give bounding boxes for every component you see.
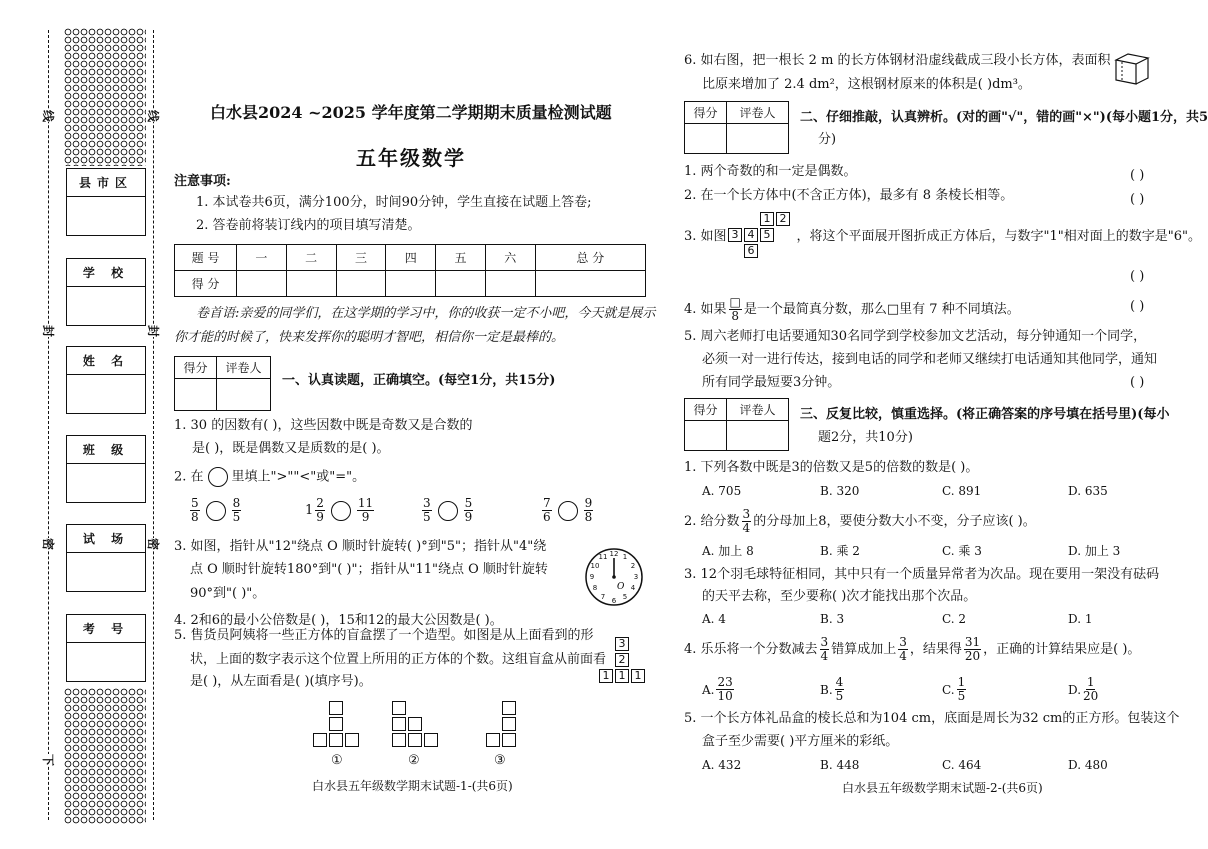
field-county[interactable]: 县市区 [66, 168, 146, 236]
compare-circle[interactable] [208, 467, 228, 487]
judge-5-b: 必须一对一进行传达，接到电话的同学和老师又继续打电话通知其他同学，通知 [702, 352, 1158, 367]
grader-label: 评卷人 [217, 357, 271, 379]
svg-text:10: 10 [590, 562, 600, 570]
score-cell[interactable] [485, 271, 535, 297]
svg-text:9: 9 [589, 573, 595, 581]
judge-5-c: 所有同学最短要3分钟。 [702, 375, 841, 390]
judge-4: 4. 如果 $\frac{□}{8}$ 是一个最简真分数，那么□里有 7 种不同填法。 [684, 295, 1020, 323]
q1-line-a: 1. 30 的因数有( )，这些因数中既是奇数又是合数的 [174, 418, 473, 433]
compare-circle[interactable] [558, 501, 578, 521]
q3-line-b: 点 O 顺时针旋转180°到"( )"；指针从"11"绕点 O 顺时针旋转 [190, 562, 548, 577]
rail-char: 密 [41, 537, 56, 551]
compare-circle[interactable] [438, 501, 458, 521]
clock-center-label: O [617, 582, 625, 592]
score-header: 五 [436, 245, 486, 271]
choice-4-option[interactable]: C. $\frac{1}{5}$ [942, 675, 966, 703]
q5-line-a: 5. 售货员阿姨将一些正方体的盲盒摆了一个造型。如图是从上面看到的形 [174, 628, 594, 643]
page-1-footer: 白水县五年级数学期末试题-1-(共6页) [312, 779, 513, 793]
q6-line-b: 比原来增加了 2.4 dm²，这根钢材原来的体积是( )dm³。 [702, 77, 1031, 92]
steel-bar-figure [1112, 50, 1152, 90]
grader-cell[interactable] [217, 379, 271, 411]
score-header: 二 [286, 245, 336, 271]
grader-cell[interactable] [685, 124, 727, 154]
field-exam-number[interactable]: 考 号 [66, 614, 146, 682]
score-cell[interactable] [336, 271, 386, 297]
judge-5-paren[interactable]: ( ) [1130, 375, 1145, 390]
choice-2-option[interactable]: A. 加上 8 [702, 544, 754, 558]
choice-3-option[interactable]: D. 1 [1068, 612, 1093, 626]
choice-1-option[interactable]: A. 705 [702, 484, 742, 498]
score-cell[interactable] [386, 271, 436, 297]
section-3-title-b: 题2分，共10分) [818, 430, 913, 445]
score-header: 四 [386, 245, 436, 271]
choice-2: 2. 给分数 $\frac{3}{4}$ 的分母加上8，要使分数大小不变，分子应该( )。 [684, 507, 1036, 535]
judge-5-a: 5. 周六老师打电话要通知30名同学到学校参加文艺活动，每分钟通知一个同学， [684, 329, 1147, 344]
grader-cell[interactable] [685, 421, 727, 451]
judge-3: 3. 如图 ，将这个平面展开图折成正方体后，与数字"1"相对面上的数字是"6"。 [684, 229, 1202, 244]
grader-label: 得分 [685, 399, 727, 421]
score-cell[interactable] [436, 271, 486, 297]
judge-1-paren[interactable]: ( ) [1130, 168, 1145, 183]
choice-3-option[interactable]: A. 4 [702, 612, 726, 626]
judge-1: 1. 两个奇数的和一定是偶数。 [684, 164, 857, 179]
section-1-title: 一、认真读题，正确填空。(每空1分，共15分) [282, 373, 556, 388]
svg-text:5: 5 [622, 593, 628, 601]
rail-right-line [153, 30, 154, 820]
svg-text:6: 6 [611, 597, 617, 605]
choice-3-option[interactable]: C. 2 [942, 612, 967, 626]
rail-left-line [48, 30, 49, 820]
grader-label: 评卷人 [727, 102, 789, 124]
q6-line-a: 6. 如右图，把一根长 2 m 的长方体钢材沿虚线截成三段小长方体，表面积 [684, 53, 1111, 68]
grader-cell[interactable] [175, 379, 217, 411]
notice-heading: 注意事项: [174, 174, 231, 189]
grader-box-3 [684, 398, 789, 451]
clock-figure [584, 542, 644, 612]
q5-line-c: 是( )，从左面看是( )(填序号)。 [190, 674, 372, 689]
score-row-label: 得 分 [175, 271, 237, 297]
choice-1-option[interactable]: D. 635 [1068, 484, 1108, 498]
svg-text:2: 2 [630, 562, 636, 570]
svg-text:1: 1 [622, 553, 628, 561]
grader-cell[interactable] [727, 421, 789, 451]
q5-line-b: 状，上面的数字表示这个位置上所用的正方体的个数。这组盲盒从前面看 [190, 652, 607, 667]
q4-line: 4. 2和6的最小公倍数是( )，15和12的最大公因数是( )。 [174, 613, 503, 628]
grader-box-1 [174, 356, 271, 411]
dot-pattern-bottom [64, 688, 146, 824]
judge-2-paren[interactable]: ( ) [1130, 192, 1145, 207]
q2-item: $\frac{3}{5}$ $\frac{5}{9}$ [423, 496, 473, 524]
choice-1: 1. 下列各数中既是3的倍数又是5的倍数的数是( )。 [684, 460, 979, 475]
choice-4-option[interactable]: B. $\frac{4}{5}$ [820, 675, 844, 703]
svg-text:11: 11 [598, 553, 608, 561]
grader-label: 得分 [175, 357, 217, 379]
q2-line: 2. 在 里填上">""<"或"="。 [174, 467, 365, 487]
choice-1-option[interactable]: C. 891 [942, 484, 982, 498]
q2-item: $\frac{5}{8}$ $\frac{8}{5}$ [191, 496, 241, 524]
svg-text:7: 7 [600, 593, 606, 601]
choice-1-option[interactable]: B. 320 [820, 484, 860, 498]
section-3-title: 三、反复比较，慎重选择。(将正确答案的序号填在括号里)(每小 [800, 407, 1170, 422]
q2-item: 1 $\frac{2}{9}$ $\frac{11}{9}$ [305, 496, 374, 524]
rail-char: 线 [146, 109, 161, 123]
field-exam-room[interactable]: 试 场 [66, 524, 146, 592]
q1-line-b: 是( )，既是偶数又是质数的是( )。 [192, 441, 390, 456]
rail-char: 封 [146, 324, 161, 338]
choice-2-option[interactable]: D. 加上 3 [1068, 544, 1121, 558]
notice-2: 2. 答卷前将装订线内的项目填写清楚。 [196, 218, 421, 233]
choice-5-option[interactable]: A. 432 [702, 758, 742, 772]
score-header: 题 号 [175, 245, 237, 271]
choice-5-option[interactable]: C. 464 [942, 758, 982, 772]
q2-item: $\frac{7}{6}$ $\frac{9}{8}$ [543, 496, 593, 524]
choice-3-b: 的天平去称，至少要称( )次才能找出那个次品。 [702, 589, 977, 604]
grader-cell[interactable] [727, 124, 789, 154]
score-header: 三 [336, 245, 386, 271]
judge-4-paren[interactable]: ( ) [1130, 299, 1145, 314]
choice-5-option[interactable]: B. 448 [820, 758, 860, 772]
field-name[interactable]: 姓 名 [66, 346, 146, 414]
choice-3-option[interactable]: B. 3 [820, 612, 845, 626]
q3-line-a: 3. 如图，指针从"12"绕点 O 顺时针旋转( )°到"5"；指针从"4"绕 [174, 539, 547, 554]
option-label-2: ② [408, 753, 420, 768]
preface-line-1: 卷首语:亲爱的同学们，在这学期的学习中，你的收获一定不小吧，今天就是展示 [196, 306, 656, 321]
judge-3-paren[interactable]: ( ) [1130, 269, 1145, 284]
score-table [174, 244, 646, 297]
choice-2-option[interactable]: C. 乘 3 [942, 544, 982, 558]
section-2-title-b: 分) [818, 132, 837, 147]
choice-4: 4. 乐乐将一个分数减去 $\frac{3}{4}$ 错算成加上 $\frac{3}{4}$ ，结果得 $\frac{31}{20}$ ，正确的计算结果应是( )。 [684, 635, 1141, 663]
svg-text:12: 12 [609, 550, 619, 558]
score-header: 六 [485, 245, 535, 271]
field-class[interactable]: 班 级 [66, 435, 146, 503]
score-header: 总 分 [535, 245, 645, 271]
rail-char: 下 [41, 753, 56, 767]
exam-subtitle: 五年级数学 [356, 146, 466, 170]
choice-4-option[interactable]: D. $\frac{1}{20}$ [1068, 675, 1099, 703]
section-2-title: 二、仔细推敲，认真辨析。(对的画"√"，错的画"×")(每小题1分，共5 [800, 110, 1208, 125]
preface-line-2: 你才能的时候了，快来发挥你的聪明才智吧，相信你一定是最棒的。 [174, 330, 565, 345]
choice-3-a: 3. 12个羽毛球特征相同，其中只有一个质量异常者为次品。现在要用一架没有砝码 [684, 567, 1160, 582]
rail-char: 线 [41, 109, 56, 123]
rail-char: 密 [146, 537, 161, 551]
choice-4-option[interactable]: A. $\frac{23}{10}$ [702, 675, 733, 703]
score-cell[interactable] [237, 271, 287, 297]
score-cell[interactable] [535, 271, 645, 297]
choice-5-b: 盒子至少需要( )平方厘米的彩纸。 [702, 734, 899, 749]
notice-1: 1. 本试卷共6页，满分100分，时间90分钟，学生直接在试题上答卷; [196, 195, 592, 210]
option-label-1: ① [331, 753, 343, 768]
svg-text:4: 4 [630, 584, 636, 592]
exam-title: 白水县2024 ~2025 学年度第二学期期末质量检测试题 [210, 103, 612, 122]
score-cell[interactable] [286, 271, 336, 297]
rail-char: 封 [41, 324, 56, 338]
grader-label: 得分 [685, 102, 727, 124]
choice-5-a: 5. 一个长方体礼品盒的棱长总和为104 cm，底面是周长为32 cm的正方形。包装这个 [684, 711, 1180, 726]
q3-line-c: 90°到"( )"。 [190, 586, 266, 601]
choice-5-option[interactable]: D. 480 [1068, 758, 1108, 772]
svg-text:3: 3 [633, 573, 639, 581]
grader-label: 评卷人 [727, 399, 789, 421]
score-header: 一 [237, 245, 287, 271]
judge-2: 2. 在一个长方体中(不含正方体)，最多有 8 条棱长相等。 [684, 188, 1014, 203]
option-label-3: ③ [494, 753, 506, 768]
dot-pattern-top [64, 28, 146, 166]
page-2-footer: 白水县五年级数学期末试题-2-(共6页) [842, 781, 1043, 795]
compare-circle[interactable] [331, 501, 351, 521]
field-school[interactable]: 学 校 [66, 258, 146, 326]
grader-box-2 [684, 101, 789, 154]
choice-2-option[interactable]: B. 乘 2 [820, 544, 860, 558]
blank-square: □ [729, 295, 741, 309]
compare-circle[interactable] [206, 501, 226, 521]
svg-text:8: 8 [592, 584, 598, 592]
